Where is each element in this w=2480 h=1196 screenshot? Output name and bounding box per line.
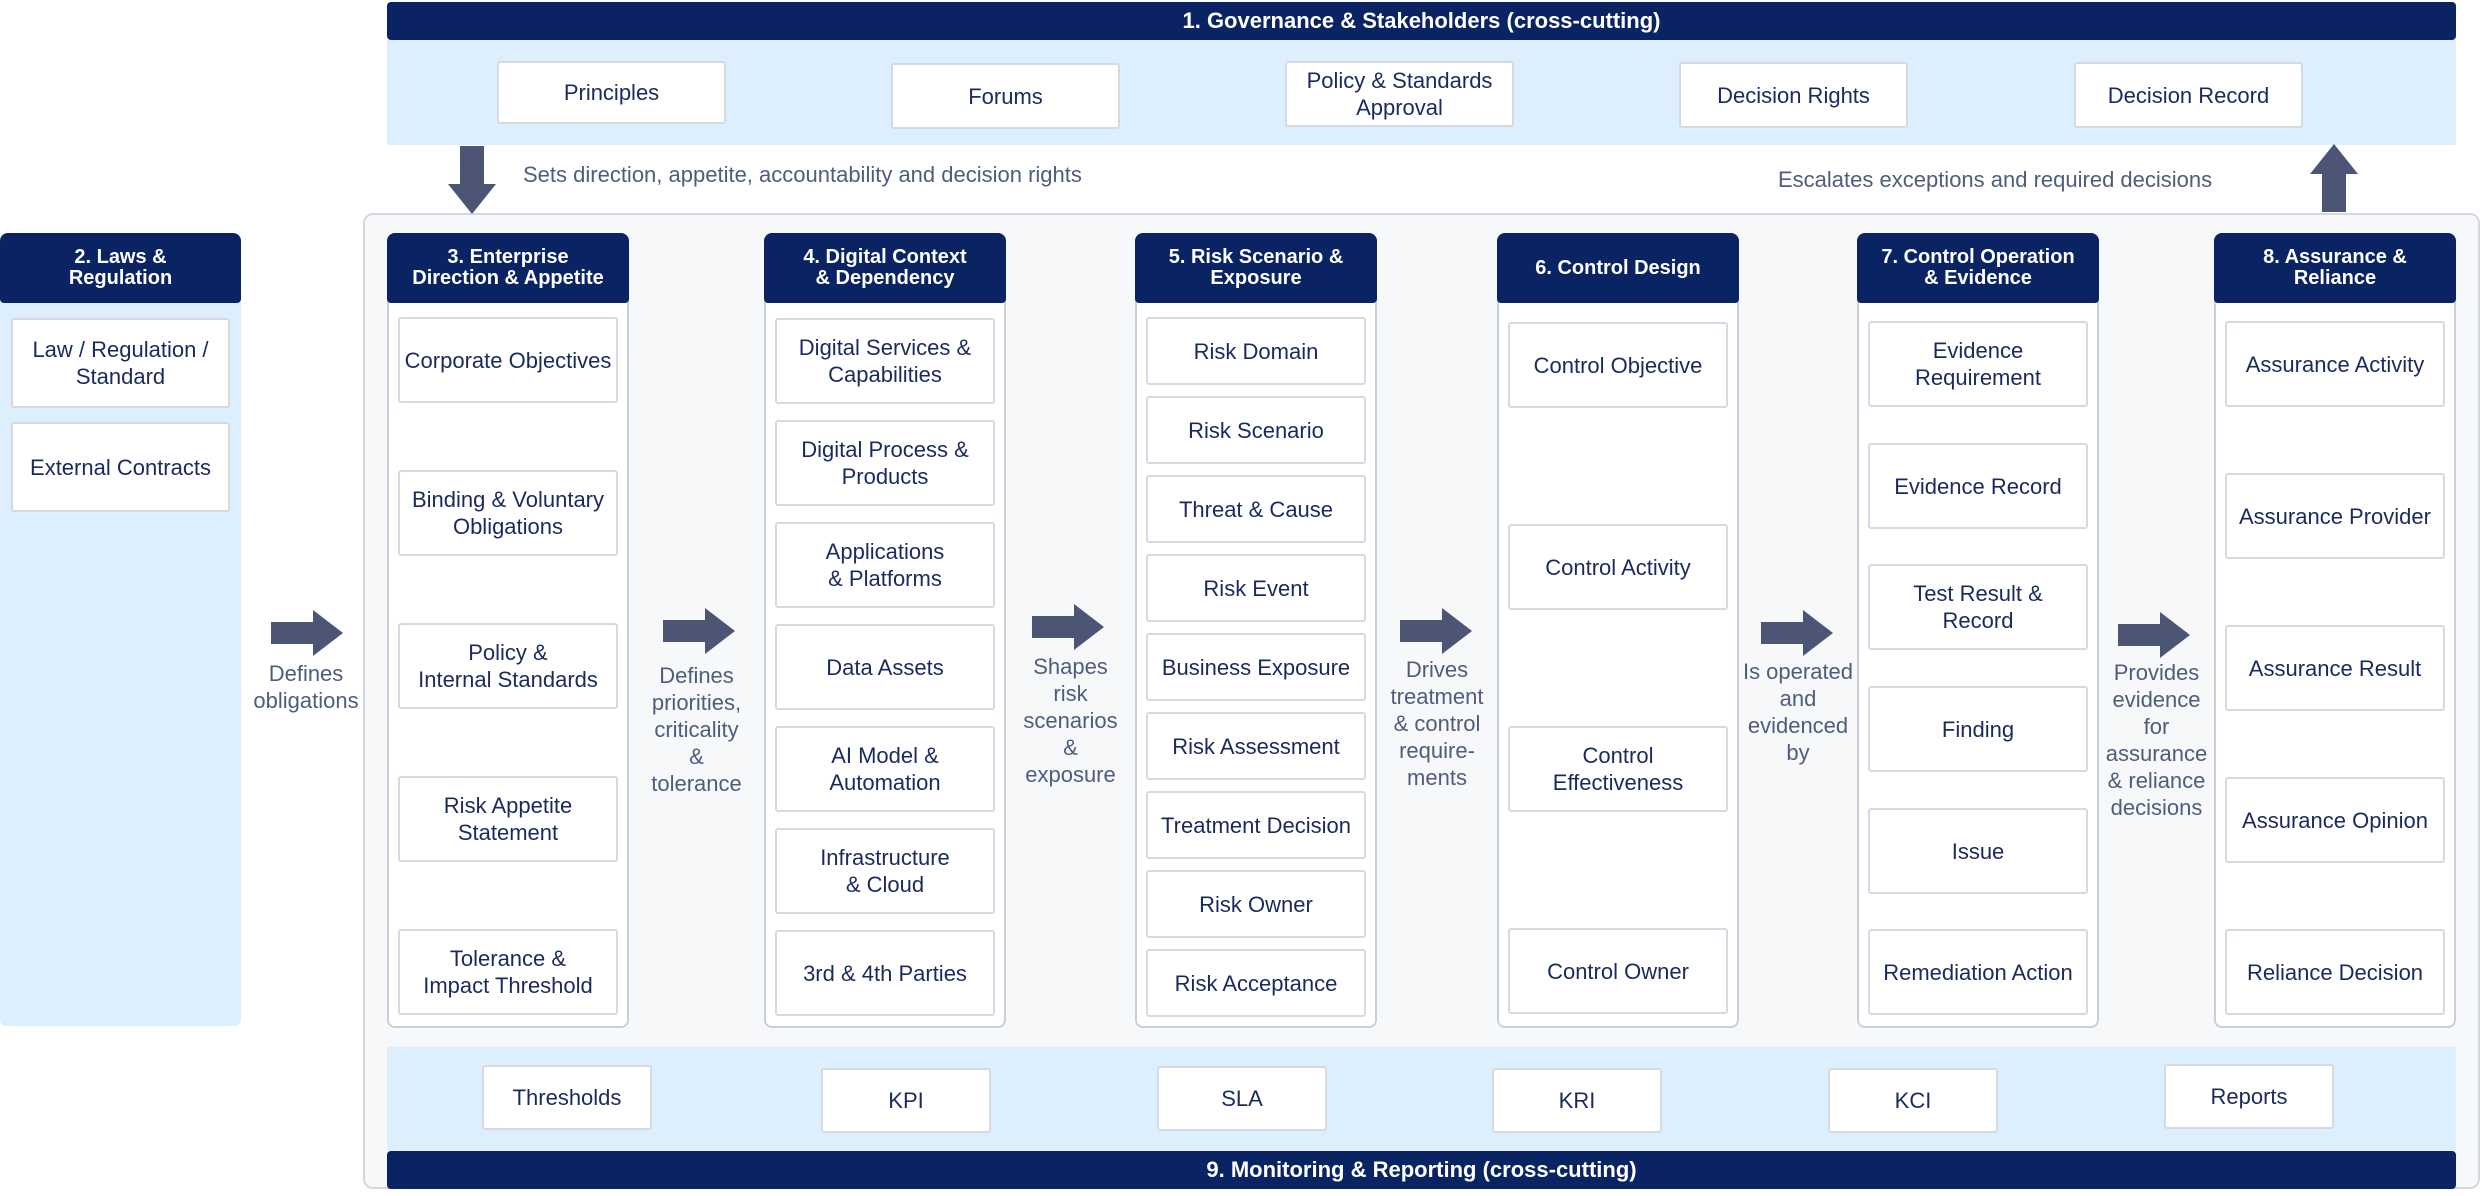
column-item: 3rd & 4th Parties [775, 930, 995, 1016]
connector-label: Shapes risk scenarios & exposure [1023, 654, 1118, 787]
down-arrow-icon [448, 146, 496, 214]
column-item: Risk Acceptance [1146, 949, 1366, 1017]
connector-label: Defines priorities, criticality & tolerance [651, 663, 742, 796]
column-item: Data Assets [775, 624, 995, 710]
column-item: Issue [1868, 808, 2088, 894]
column-item: Digital Services & Capabilities [775, 318, 995, 404]
column-item: Risk Event [1146, 554, 1366, 622]
right-arrow-icon [271, 610, 343, 656]
up-arrow-icon [2310, 144, 2358, 212]
connector-label: Defines obligations [253, 661, 359, 713]
column-item: Assurance Opinion [2225, 777, 2445, 863]
column-item: Policy & Internal Standards [398, 623, 618, 709]
column-item: Control Activity [1508, 524, 1728, 610]
column-item: AI Model & Automation [775, 726, 995, 812]
connector-label: Provides evidence for assurance & reliance decisions [2105, 660, 2208, 820]
governance-down-label: Sets direction, appetite, accountability and decision rights [523, 162, 1082, 187]
monitoring-title: 9. Monitoring & Reporting (cross-cutting) [387, 1151, 2456, 1189]
column-header: 5. Risk Scenario & Exposure [1135, 233, 1377, 303]
column-item: Binding & Voluntary Obligations [398, 470, 618, 556]
column-item: Assurance Activity [2225, 321, 2445, 407]
monitoring-item: Thresholds [482, 1065, 652, 1130]
column-header: 7. Control Operation & Evidence [1857, 233, 2099, 303]
column-item: Remediation Action [1868, 929, 2088, 1015]
column-item: Test Result & Record [1868, 564, 2088, 650]
column-item: Risk Appetite Statement [398, 776, 618, 862]
connector-label: Is operated and evidenced by [1742, 659, 1854, 765]
column-item: Control Objective [1508, 322, 1728, 408]
governance-item: Decision Record [2074, 62, 2303, 128]
column-item: Assurance Result [2225, 625, 2445, 711]
monitoring-item: KPI [821, 1068, 991, 1133]
right-arrow-icon [663, 608, 735, 654]
governance-item: Policy & Standards Approval [1285, 61, 1514, 127]
column-header: 8. Assurance & Reliance [2214, 233, 2456, 303]
monitoring-item: KRI [1492, 1068, 1662, 1133]
governance-up-label: Escalates exceptions and required decisions [1778, 167, 2213, 192]
column-item: Reliance Decision [2225, 929, 2445, 1015]
connector-label: Drives treatment & control require- ments [1390, 657, 1484, 790]
governance-item: Forums [891, 63, 1120, 129]
monitoring-item: KCI [1828, 1068, 1998, 1133]
column-item: Risk Domain [1146, 317, 1366, 385]
column-item: Tolerance & Impact Threshold [398, 929, 618, 1015]
monitoring-item: SLA [1157, 1066, 1327, 1131]
governance-item: Principles [497, 61, 726, 124]
monitoring-band [387, 1047, 2456, 1151]
column-item: Assurance Provider [2225, 473, 2445, 559]
column-item: Applications & Platforms [775, 522, 995, 608]
right-arrow-icon [2118, 612, 2190, 658]
column-item: Control Effectiveness [1508, 726, 1728, 812]
column-item: Infrastructure & Cloud [775, 828, 995, 914]
column-item: Finding [1868, 686, 2088, 772]
column-header: 3. Enterprise Direction & Appetite [387, 233, 629, 303]
column-item: Treatment Decision [1146, 791, 1366, 859]
column-header: 6. Control Design [1497, 233, 1739, 303]
governance-title: 1. Governance & Stakeholders (cross-cutting) [387, 2, 2456, 40]
column-item: Risk Scenario [1146, 396, 1366, 464]
column-item: Risk Assessment [1146, 712, 1366, 780]
column-item: Business Exposure [1146, 633, 1366, 701]
laws-item: External Contracts [11, 422, 230, 512]
column-item: Evidence Requirement [1868, 321, 2088, 407]
laws-header: 2. Laws & Regulation [0, 233, 241, 303]
column-item: Digital Process & Products [775, 420, 995, 506]
column-item: Control Owner [1508, 928, 1728, 1014]
governance-item: Decision Rights [1679, 62, 1908, 128]
column-header: 4. Digital Context & Dependency [764, 233, 1006, 303]
column-item: Evidence Record [1868, 443, 2088, 529]
right-arrow-icon [1761, 610, 1833, 656]
column-item: Risk Owner [1146, 870, 1366, 938]
column-item: Corporate Objectives [398, 317, 618, 403]
column-item: Threat & Cause [1146, 475, 1366, 543]
laws-item: Law / Regulation / Standard [11, 318, 230, 408]
right-arrow-icon [1032, 604, 1104, 650]
right-arrow-icon [1400, 608, 1472, 654]
monitoring-item: Reports [2164, 1064, 2334, 1129]
